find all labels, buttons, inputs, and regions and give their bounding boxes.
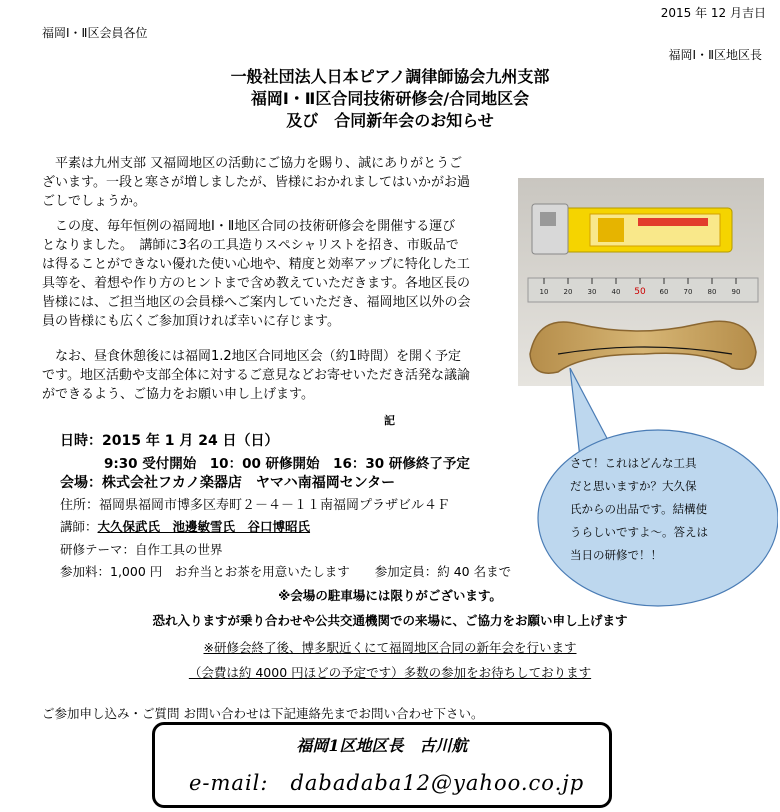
lighter-image: [532, 204, 732, 254]
ruler-tick-label: 60: [659, 288, 669, 296]
bubble-line: だと思いますか？大久保: [570, 479, 697, 493]
text-line: この度、毎年恒例の福岡地Ⅰ・Ⅱ地区合同の技術研修会を開催する運び: [42, 219, 456, 234]
lecturer-label: 講師：: [60, 519, 98, 534]
transit-request: 恐れ入りますが乗り合わせや公共交通機関での来場に、ご協力をお願い申し上げます: [152, 613, 628, 628]
title-line-2: 福岡Ⅰ・Ⅱ区合同技術研修会/合同地区会: [250, 89, 530, 108]
event-venue: 会場：株式会社フカノ楽器店 ヤマハ南福岡センター: [60, 475, 396, 491]
sender: 福岡Ⅰ・Ⅱ区地区長: [668, 48, 762, 62]
lecturer-names: 大久保武氏 池邊敏雪氏 谷口博昭氏: [97, 519, 311, 534]
text-line: 平素は九州支部 又福岡地区の活動にご協力を賜り、誠にありがとうご: [42, 156, 463, 171]
newyear-line-1: ※研修会終了後、博多駅近くにて福岡地区合同の新年会を行います: [203, 640, 577, 655]
fee-capacity: 参加料：1,000 円 お弁当とお茶を用意いたします 参加定員：約 40 名まで: [60, 564, 512, 579]
ruler-image: [528, 278, 758, 302]
title-line-3: 及び 合同新年会のお知らせ: [286, 111, 494, 130]
text-line: となりました。 講師に3名の工具造りスペシャリストを招き、市販品で: [42, 238, 459, 253]
bubble-line: 当日の研修で！！: [570, 548, 662, 562]
ruler-tick-label: 50: [634, 287, 646, 297]
bubble-line: 氏からの出品です。結構使: [570, 502, 708, 516]
training-theme: 研修テーマ：自作工具の世界: [60, 542, 223, 557]
ruler-tick-label: 10: [539, 288, 549, 296]
bubble-line: うらしいですよ～。答えは: [570, 525, 708, 539]
bubble-text: [570, 452, 770, 567]
event-address: 住所：福岡県福岡市博多区寿町２－４－１１南福岡プラザビル４Ｆ: [60, 498, 451, 513]
document-date: 2015 年 12 月吉日: [660, 6, 766, 20]
contact-note: ご参加申し込み・ご質問 お問い合わせは下記連絡先までお問い合わせ下さい。: [42, 706, 484, 721]
contact-box: [152, 722, 612, 808]
text-line: なお、昼食休憩後には福岡1.2地区合同地区会（約1時間）を開く予定: [42, 349, 461, 364]
text-line: 具等を、着想や作り方のヒントまで含め教えていただきます。各地区長の: [42, 276, 470, 291]
text-line: 員の皆様にも広くご参加頂ければ幸いに存じます。: [42, 314, 340, 329]
text-line: ざいます。一段と寒さが増しましたが、皆様におかれましてはいかがお過: [42, 175, 470, 190]
addressee: 福岡Ⅰ・Ⅱ区会員各位: [42, 26, 148, 40]
ruler-tick-label: 40: [611, 288, 621, 296]
ruler-tick-label: 80: [707, 288, 717, 296]
newyear-fee-note: [0, 663, 780, 681]
text-line: ごしでしょうか。: [42, 194, 147, 209]
event-time: 9:30 受付開始 10：00 研修開始 16：30 研修終了予定: [104, 456, 470, 472]
paragraph-greeting: [42, 154, 512, 211]
lecturers-row: [60, 517, 310, 535]
text-line: は得ることができない優れた使い心地や、精度と効率アップに特化した工: [42, 257, 470, 272]
newyear-party-note: [0, 638, 780, 656]
bubble-line: さて！これはどんな工具: [570, 456, 697, 470]
contact-name: 福岡1区地区長 古川航: [296, 736, 468, 755]
text-line: です。地区活動や支部全体に対するご意見などお寄せいただき活発な議論: [42, 368, 470, 383]
title-line-1: 一般社団法人日本ピアノ調律師協会九州支部: [230, 67, 550, 86]
ruler-tick-label: 30: [587, 288, 597, 296]
contact-email[interactable]: e-mail: dabadaba12@yahoo.co.jp: [189, 771, 585, 795]
text-line: 皆様には、ご担当地区の会員様へご案内していただき、福岡地区以外の会: [42, 295, 471, 310]
newyear-line-2: （会費は約 4000 円ほどの予定です）多数の参加をお待ちしております: [188, 665, 592, 680]
ki-heading: 記: [384, 414, 395, 427]
paragraph-announcement: [42, 217, 512, 331]
tool-photo: [518, 178, 764, 386]
text-line: ができるよう、ご協力をお願い申し上げます。: [42, 387, 314, 402]
ruler-tick-label: 20: [563, 288, 573, 296]
ruler-tick-label: 70: [683, 288, 693, 296]
paragraph-meeting: [42, 347, 512, 404]
ruler-tick-label: 90: [731, 288, 741, 296]
event-date: 日時：2015 年 1 月 24 日（日）: [60, 433, 279, 449]
parking-note: ※会場の駐車場には限りがございます。: [278, 588, 502, 603]
